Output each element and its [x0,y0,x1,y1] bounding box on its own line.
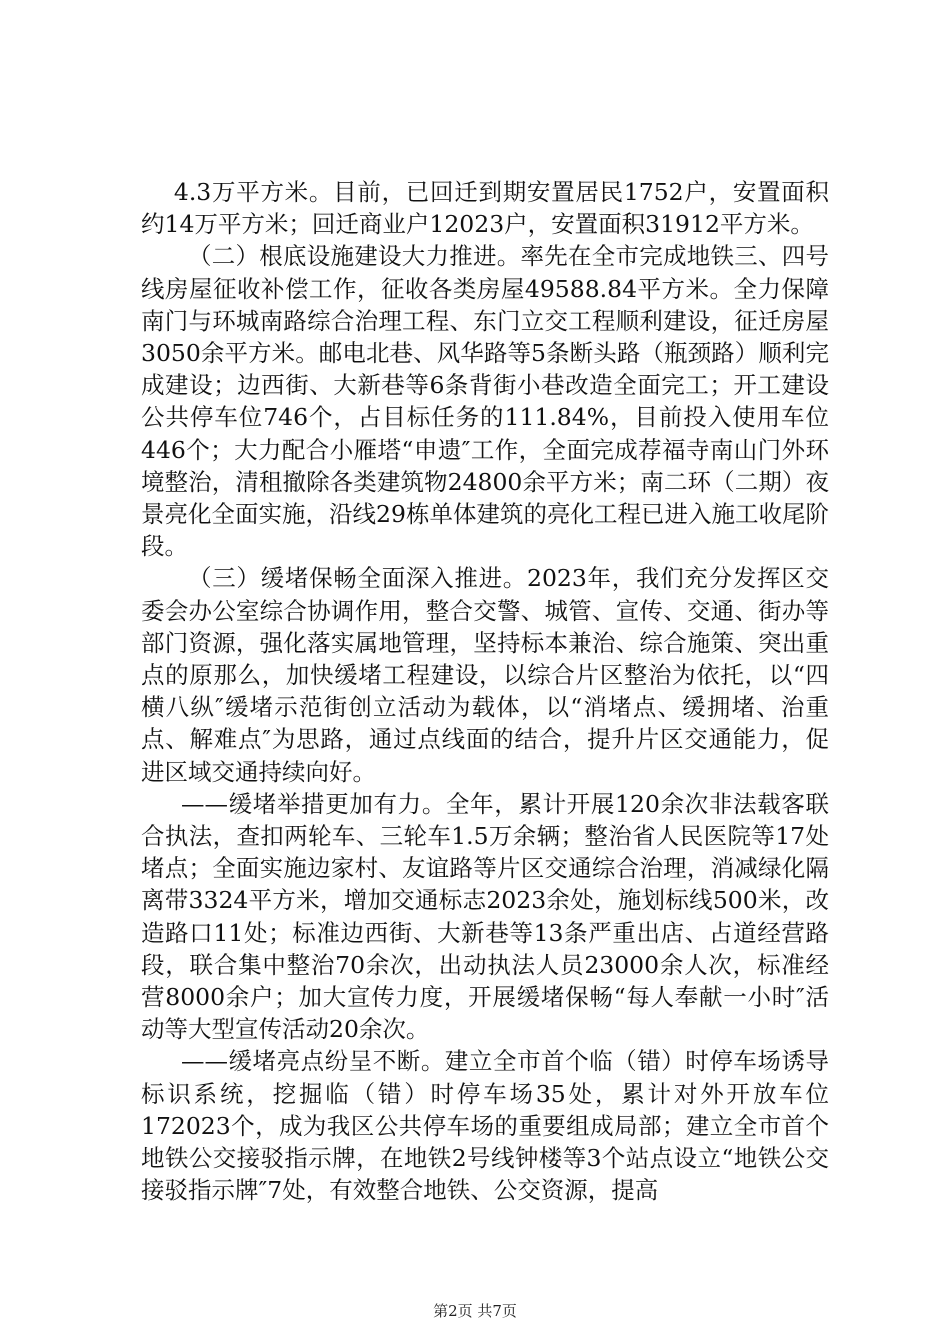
paragraph-congestion-relief: （三）缓堵保畅全面深入推进。2023年，我们充分发挥区交委会办公室综合协调作用，整合交警、城管、宣传、交通、街办等部门资源，强化落实属地管理，坚持标本兼治、综合施策、突出重点的原那么，加快缓堵工程建设，以综合片区整治为依托，以“四横八纵″缓堵示范街创立活动为载体，以“消堵点、缓拥堵、治重点、解难点″为思路，通过点线面的结合，提升片区交通能力，促进区域交通持续向好。 [141,564,829,786]
paragraph-congestion-highlights: ——缓堵亮点纷呈不断。建立全市首个临（错）时停车场诱导标识系统，挖掘临（错）时停车场35处，累计对外开放车位172023个，成为我区公共停车场的重要组成局部；建立全市首个地铁公交接驳指示牌，在地铁2号线钟楼等3个站点设立“地铁公交接驳指示牌″7处，有效整合地铁、公交资源，提高 [141,1047,829,1205]
document-body [141,176,829,1207]
paragraph-infrastructure: （二）根底设施建设大力推进。率先在全市完成地铁三、四号线房屋征收补偿工作，征收各类房屋49588.84平方米。全力保障南门与环城南路综合治理工程、东门立交工程顺利建设，征迁房屋3050余平方米。邮电北巷、风华路等5条断头路（瓶颈路）顺利完成建设；边西街、大新巷等6条背街小巷改造全面完工；开工建设公共停车位746个，占目标任务的111.84%，目前投入使用车位446个；大力配合小雁塔“申遗″工作，全面完成荐福寺南山门外环境整治，清租撤除各类建筑物24800余平方米；南二环（二期）夜景亮化全面实施，沿线29栋单体建筑的亮化工程已进入施工收尾阶段。 [141,242,829,561]
paragraph-congestion-measures: ——缓堵举措更加有力。全年，累计开展120余次非法载客联合执法，查扣两轮车、三轮车1.5万余辆；整治省人民医院等17处堵点；全面实施边家村、友谊路等片区交通综合治理，消减绿化隔离带3324平方米，增加交通标志2023余处，施划标线500米，改造路口11处；标准边西街、大新巷等13条严重出店、占道经营路段，联合集中整治70余次，出动执法人员23000余人次，标准经营8000余户；加大宣传力度，开展缓堵保畅“每人奉献一小时″活动等大型宣传活动20余次。 [141,789,829,1044]
page-footer: 第2页 共7页 [433,1302,517,1320]
paragraph-resettlement-continuation: 4.3万平方米。目前，已回迁到期安置居民1752户，安置面积约14万平方米；回迁商业户12023户，安置面积31912平方米。 [141,178,829,239]
